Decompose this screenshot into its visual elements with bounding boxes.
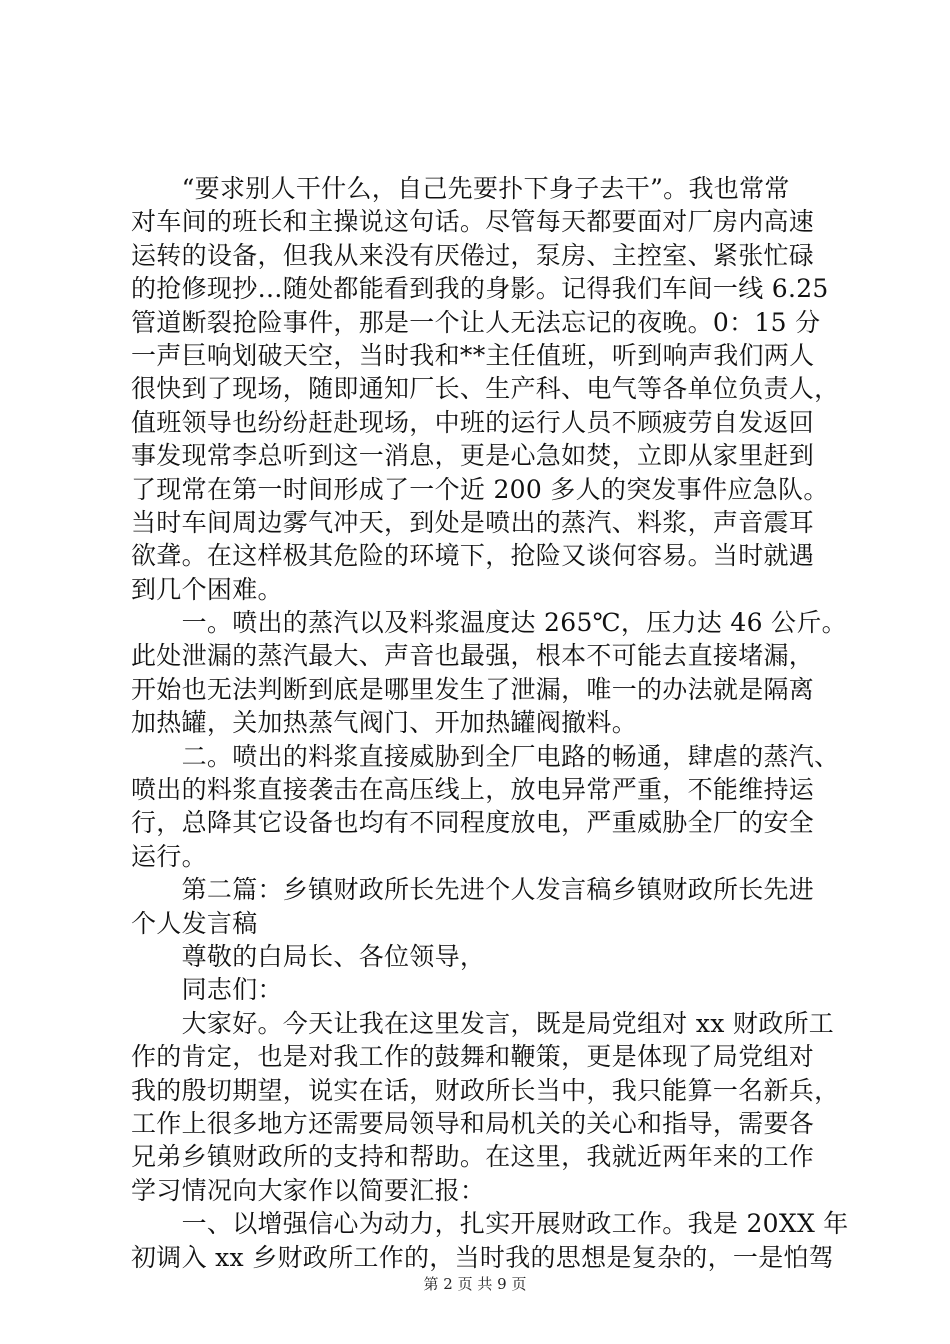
text-line: 作的肯定，也是对我工作的鼓舞和鞭策，更是体现了局党组对 [131,1042,815,1072]
text-line: “要求别人干什么，自己先要扑下身子去干”。我也常常 [131,174,790,203]
text-line: 值班领导也纷纷赶赴现场，中班的运行人员不顾疲劳自发返回 [131,407,815,437]
text-line: 兄弟乡镇财政所的支持和帮助。在这里，我就近两年来的工作 [131,1142,815,1172]
text-line: 运转的设备，但我从来没有厌倦过，泵房、主控室、紧张忙碌 [131,240,815,270]
text-line: 学习情况向大家作以简要汇报： [131,1175,486,1205]
page-footer: 第 2 页 共 9 页 [423,1275,527,1293]
text-line: 管道断裂抢险事件，那是一个让人无法忘记的夜晚。0：15 分 [131,307,821,337]
text-line: 一。喷出的蒸汽以及料浆温度达 265℃，压力达 46 公斤。 [131,608,847,638]
text-line: 初调入 xx 乡财政所工作的，当时我的思想是复杂的，一是怕驾 [131,1242,835,1272]
text-line: 很快到了现场，随即通知厂长、生产科、电气等各单位负责人， [131,374,840,404]
text-line: 运行。 [131,841,207,871]
text-line: 此处泄漏的蒸汽最大、声音也最强，根本不可能去直接堵漏， [131,641,815,671]
text-line: 对车间的班长和主操说这句话。尽管每天都要面对厂房内高速 [131,207,815,237]
text-line: 的抢修现抄…随处都能看到我的身影。记得我们车间一线 6.25 [131,274,829,304]
text-line: 事发现常李总听到这一消息，更是心急如焚，立即从家里赶到 [131,441,815,471]
text-line: 一、以增强信心为动力，扎实开展财政工作。我是 20XX 年 [131,1209,849,1239]
text-line: 大家好。今天让我在这里发言，既是局党组对 xx 财政所工 [131,1008,835,1038]
text-line: 二。喷出的料浆直接威胁到全厂电路的畅通，肆虐的蒸汽、 [131,741,840,771]
text-line: 加热罐，关加热蒸气阀门、开加热罐阀撤料。 [131,708,638,738]
text-line: 欲聋。在这样极其危险的环境下，抢险又谈何容易。当时就遇 [131,541,815,571]
text-line: 工作上很多地方还需要局领导和局机关的关心和指导，需要各 [131,1108,815,1138]
text-line: 到几个困难。 [131,574,283,604]
text-line: 开始也无法判断到底是哪里发生了泄漏，唯一的办法就是隔离 [131,674,815,704]
section-heading-line: 第二篇：乡镇财政所长先进个人发言稿乡镇财政所长先进 [131,875,815,905]
text-line: 当时车间周边雾气冲天，到处是喷出的蒸汽、料浆，声音震耳 [131,507,815,537]
text-line: 喷出的料浆直接袭击在高压线上，放电异常严重，不能维持运 [131,775,815,805]
document-body [131,172,849,1274]
section-heading-line: 个人发言稿 [131,908,258,938]
salutation-line: 同志们： [131,975,283,1005]
salutation-line: 尊敬的白局长、各位领导， [131,941,486,971]
text-line: 我的殷切期望，说实在话，财政所长当中，我只能算一名新兵， [131,1075,840,1105]
text-line: 行，总降其它设备也均有不同程度放电，严重威胁全厂的安全 [131,808,815,838]
text-line: 一声巨响划破天空，当时我和**主任值班，听到响声我们两人 [131,340,815,370]
text-line: 了现常在第一时间形成了一个近 200 多人的突发事件应急队。 [131,474,829,504]
